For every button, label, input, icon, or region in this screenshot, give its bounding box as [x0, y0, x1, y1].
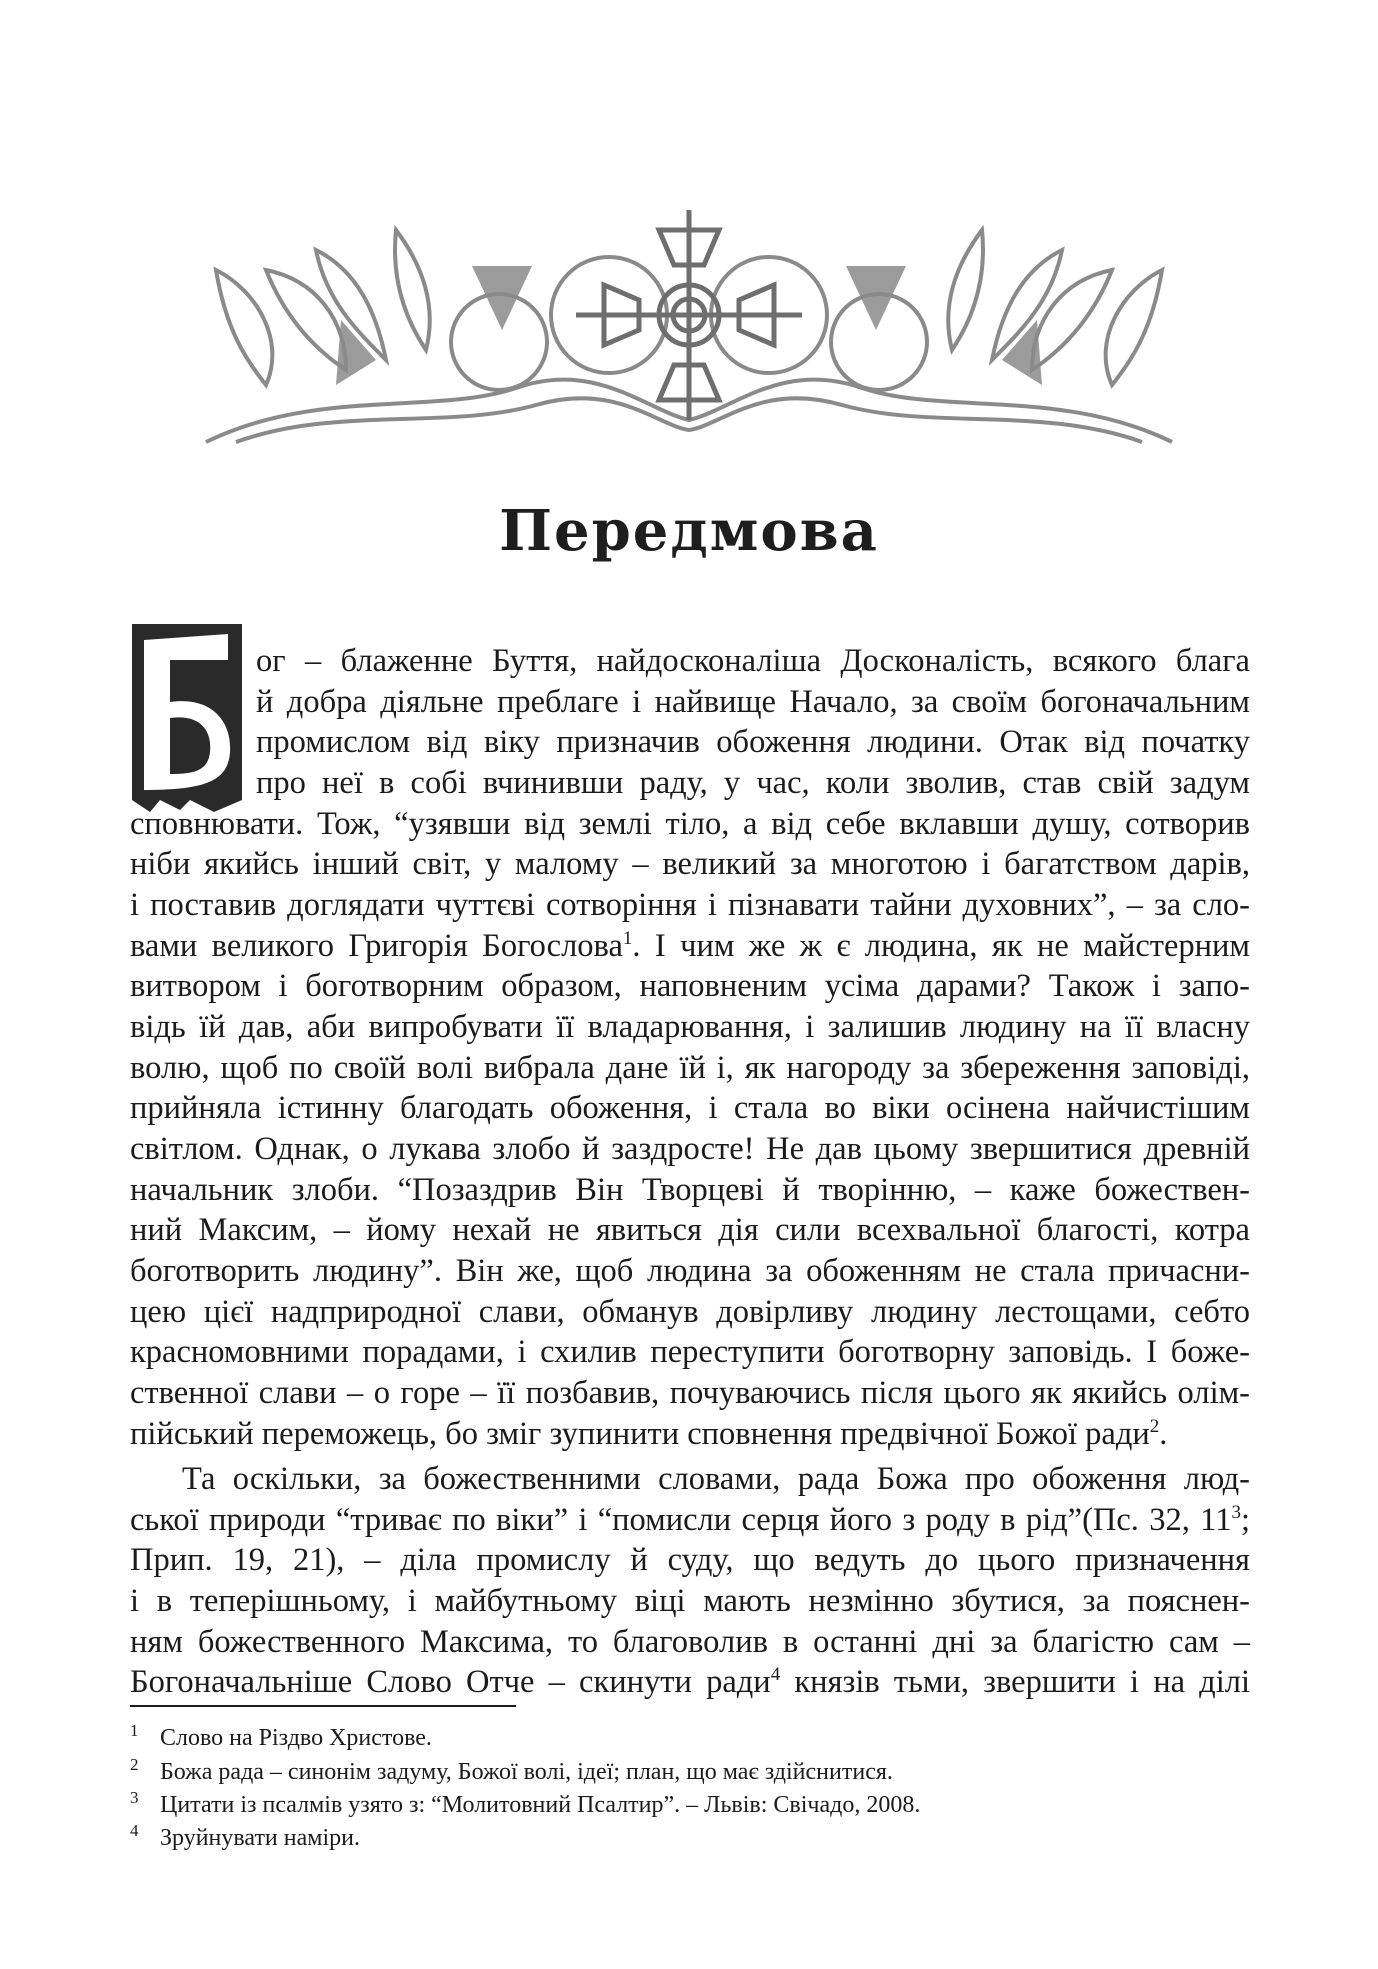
footnote-marker[interactable]: 2 — [1149, 1416, 1160, 1437]
footnote: 1 Слово на Різдво Христове. — [130, 1721, 432, 1751]
text-line: і в теперішньому, і майбутньому віці мають незмінно збутися, за пояснен- — [130, 1583, 1250, 1619]
text-line: й добра діяльне преблаге і найвище Начало, за своїм богоначальним — [256, 684, 1250, 720]
footnote: 3 Цитати із псалмів узято з: “Молитовний Псалтир”. – Львів: Свічадо, 2008. — [130, 1788, 921, 1818]
text-line: прийняла істинну благодать обоження, і стала во віки осінена найчистішим — [130, 1090, 1250, 1126]
text-line: ської природи “триває по віки” і “помисли серця його з роду в рід”(Пс. 32, $11^3$; — [130, 1502, 1250, 1538]
text-line: про неї в собі вчинивши раду, у час, коли зволив, став свій задум — [256, 765, 1250, 801]
text-line: відь їй дав, аби випробувати її владарювання, і залишив людину на її власну — [130, 1009, 1250, 1045]
page-title: Передмова — [499, 498, 879, 564]
text-line: начальник злоби. “Позаздрив Він Творцеві й творінню, – каже божествен- — [130, 1172, 1250, 1208]
text-line: ніби якийсь інший світ, у малому – великий за многотою і багатством дарів, — [130, 846, 1250, 882]
text-line: ственної слави – о горе – її позбавив, почуваючись після цього як якийсь олім- — [130, 1375, 1250, 1411]
footnote: 2 Божа рада – синонім задуму, Божої волі, ідеї; план, що має здійснитися. — [130, 1755, 893, 1785]
text-line: волю, щоб по своїй волі вибрала дане їй і, як нагороду за збереження заповіді, — [130, 1050, 1250, 1086]
text-line: ний Максим, – йому нехай не явиться дія сили всехвальної благості, котра — [130, 1212, 1250, 1248]
text-line: ням божественного Максима, то благоволив в останні дні за благістю сам – — [130, 1624, 1250, 1660]
text-line: красномовними порадами, і схилив переступити боготворну заповідь. І боже- — [130, 1334, 1250, 1370]
text-line: промислом від віку призначив обоження людини. Отак від початку — [256, 724, 1250, 760]
text-line: і поставив доглядати чуттєві сотворіння і пізнавати тайни духовних”, – за сло- — [130, 887, 1250, 923]
footnote-marker[interactable]: 1 — [622, 928, 633, 949]
text-line: витвором і боготворним образом, наповненим усіма дарами? Також і запо- — [130, 968, 1250, 1004]
text-line: вами великого Григорія Богослова$^1$. І чим же ж є людина, як не майстерним — [130, 928, 1251, 964]
ornamental-headpiece-icon — [196, 210, 1182, 450]
footnote-marker[interactable]: 4 — [770, 1664, 781, 1685]
text-line: світлом. Однак, о лукава злобо й заздросте! Не дав цьому звершитися древній — [130, 1131, 1250, 1167]
text-line: цею цієї надприродної слави, обманув довірливу людину лестощами, себто — [130, 1294, 1250, 1330]
footnote-marker[interactable]: 3 — [1231, 1502, 1241, 1523]
text-line: Та оскільки, за божественними словами, рада Божа про обоження люд- — [182, 1461, 1250, 1497]
footnote-divider — [130, 1705, 516, 1707]
drop-cap-icon — [130, 614, 244, 814]
text-line: пійський переможець, бо зміг зупинити сповнення предвічної Божої ради$^2$. — [130, 1416, 1168, 1452]
text-line: боготворить людину”. Він же, щоб людина за обоженням не стала причасни- — [130, 1253, 1250, 1289]
text-line: Богоначальніше Слово Отче – скинути ради$^4$ князів тьми, звершити і на ділі — [130, 1664, 1250, 1700]
text-line: ог – блаженне Буття, найдосконаліша Досконалість, всякого блага — [256, 643, 1250, 679]
text-line: Прип. 19, 21), – діла промислу й суду, що ведуть до цього призначення — [130, 1542, 1250, 1578]
text-line: сповнювати. Тож, “узявши від землі тіло, а від себе вклавши душу, сотворив — [130, 806, 1250, 842]
footnote: 4 Зруйнувати наміри. — [130, 1821, 360, 1851]
